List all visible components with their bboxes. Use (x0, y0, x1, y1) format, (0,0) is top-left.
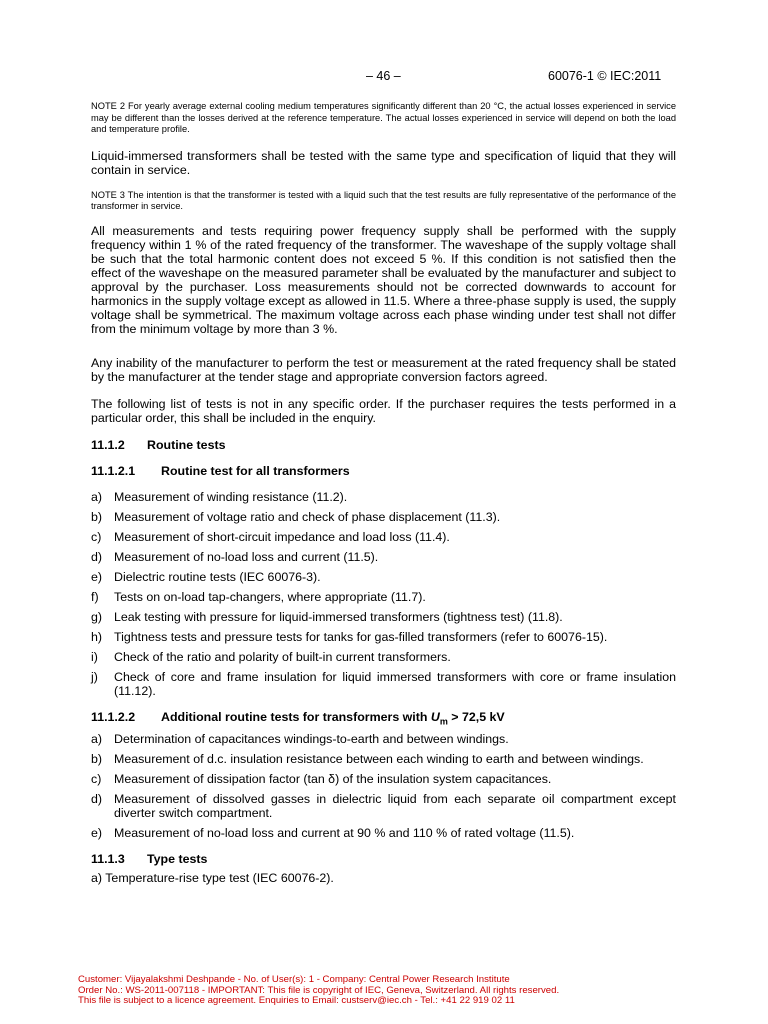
section-title: Type tests (147, 852, 208, 867)
heading-additional-routine (91, 710, 676, 728)
additional-test-list (91, 732, 676, 840)
heading-type-tests (91, 852, 676, 866)
section-number: 11.1.2 (91, 437, 125, 452)
um-subscript: m (439, 716, 448, 727)
license-footer (78, 975, 698, 1007)
list-item: a) Determination of capacitances windings-to-earth and between windings. (91, 732, 509, 747)
heading-routine-all (91, 464, 676, 478)
section-title: Additional routine tests for transformers with (161, 709, 431, 724)
footer-line: This file is subject to a licence agreement. Enquiries to Email: custserv@iec.ch - Tel.: +41 22 919 02 11 (78, 995, 515, 1007)
section-number: 11.1.2.2 (91, 709, 136, 724)
section-number: 11.1.2.1 (91, 463, 136, 478)
list-item: e) Measurement of no-load loss and current at 90 % and 110 % of rated voltage (11.5). (91, 826, 575, 841)
footer-line: Customer: Vijayalakshmi Deshpande - No. of User(s): 1 - Company: Central Power Research Institute (78, 974, 510, 985)
footer-line: Order No.: WS-2011-007118 - IMPORTANT: This file is copyright of IEC, Geneva, Switzerland. All rights reserved. (78, 984, 560, 996)
list-item: e) Dielectric routine tests (IEC 60076-3). (91, 569, 321, 584)
page-header (0, 69, 768, 85)
note-2: NOTE 2 For yearly average external cooling medium temperatures significantly different than 20 °C, the actual losses experienced in service may be different than the losses derived at the reference temperature. The actual losses experienced in service will depend on both the load and temperature profile. (91, 101, 676, 135)
list-item: d) Measurement of dissolved gasses in dielectric liquid from each separate oil compartment except diverter switch compartment. (91, 792, 676, 821)
section-title: Routine tests (147, 437, 226, 452)
standard-reference: 60076-1 © IEC:2011 (548, 69, 662, 83)
heading-routine-tests (91, 438, 676, 452)
list-item: i) Check of the ratio and polarity of built-in current transformers. (91, 649, 451, 664)
section-number: 11.1.3 (91, 852, 125, 867)
list-item: b) Measurement of d.c. insulation resistance between each winding to earth and between windings. (91, 752, 644, 767)
list-item: j) Check of core and frame insulation for liquid immersed transformers with core or frame insulation (11.12). (91, 669, 676, 698)
section-title-end: > 72,5 kV (447, 709, 505, 724)
list-item: a) Temperature-rise type test (IEC 60076-2). (91, 871, 334, 886)
page-number: – 46 – (366, 69, 401, 83)
list-item: a) Measurement of winding resistance (11.2). (91, 489, 348, 504)
list-item: c) Measurement of dissipation factor (tan δ) of the insulation system capacitances. (91, 772, 552, 787)
paragraph-power-frequency: All measurements and tests requiring power frequency supply shall be performed with the supply frequency within 1 % of the rated frequency of the transformer. The waveshape of the supply voltage shall be such that the total harmonic content does not exceed 5 %. If this condition is not satisfied then the effect of the waveshape on the measured parameter shall be evaluated by the manufacturer and subject to approval by the purchaser. Loss measurements should not be corrected downwards to account for harmonics in the supply voltage except as allowed in 11.5. Where a three-phase supply is used, the supply voltage shall be symmetrical. The maximum voltage across each phase winding under test shall not differ from the minimum voltage by more than 3 %. (91, 223, 676, 336)
note-3: NOTE 3 The intention is that the transformer is tested with a liquid such that the test results are fully representative of the performance of the transformer in service. (91, 189, 676, 212)
section-title: Routine test for all transformers (161, 463, 350, 478)
paragraph-rated-frequency: Any inability of the manufacturer to perform the test or measurement at the rated frequency shall be stated by the manufacturer at the tender stage and appropriate conversion factors agreed. (91, 355, 676, 384)
paragraph-liquid: Liquid-immersed transformers shall be tested with the same type and specification of liquid that they will contain in service. (91, 148, 676, 177)
list-item: f) Tests on on-load tap-changers, where appropriate (11.7). (91, 589, 426, 604)
list-item: d) Measurement of no-load loss and current (11.5). (91, 549, 379, 564)
document-body (91, 101, 676, 885)
list-item: c) Measurement of short-circuit impedance and load loss (11.4). (91, 529, 450, 544)
um-symbol: U (430, 709, 440, 724)
list-item: g) Leak testing with pressure for liquid-immersed transformers (tightness test) (11.8). (91, 609, 563, 624)
paragraph-test-order: The following list of tests is not in any specific order. If the purchaser requires the tests performed in a particular order, this shall be included in the enquiry. (91, 396, 676, 425)
routine-test-list (91, 490, 676, 698)
list-item: h) Tightness tests and pressure tests for tanks for gas-filled transformers (refer to 60076-15). (91, 629, 608, 644)
list-item: b) Measurement of voltage ratio and check of phase displacement (11.3). (91, 509, 501, 524)
